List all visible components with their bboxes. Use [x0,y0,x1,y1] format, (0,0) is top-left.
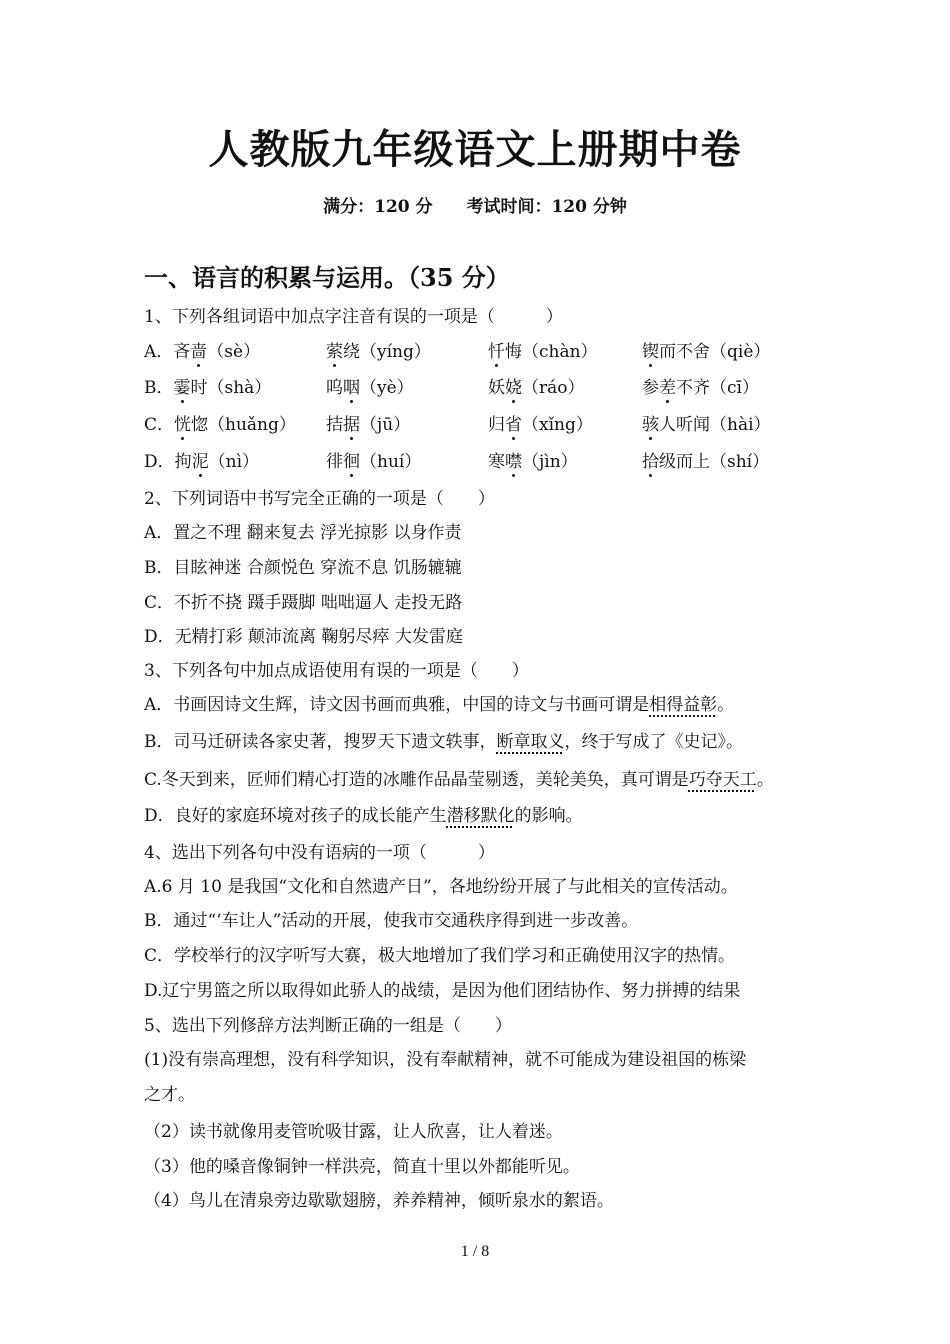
term-text: 寒 [488,452,505,472]
dotted-char: 省 [505,410,522,435]
question-2-option: D．无精打彩 颠沛流离 鞠躬尽瘁 大发雷庭 [144,627,463,647]
question-3-option [144,765,774,790]
question-4-option: B．通过“‘车让人”活动的开展，使我市交通秩序得到进一步改善。 [144,911,639,931]
term-text: 绕（yíng） [343,342,431,362]
option-term [326,373,414,398]
option-term [144,373,271,398]
option-term [488,337,598,362]
option-term [326,410,410,435]
dotted-idiom: 相得益彰 [649,695,718,715]
term-text: 参 [642,378,659,398]
option-label: B． [144,378,174,398]
option-term [488,373,585,398]
option-term [144,337,260,362]
term-text: 徘 [326,452,343,472]
dotted-char: 差 [659,373,676,398]
question-5-item: （4）鸟儿在清泉旁边歇歇翅膀，养养精神，倾听泉水的絮语。 [144,1191,614,1211]
term-text: 时（shà） [190,378,272,398]
dotted-char: 恍 [174,410,191,435]
term-text: 归 [488,415,505,435]
question-5-item: 之才。 [144,1085,195,1105]
page-number: 1 / 8 [460,1243,490,1260]
option-label: A． [144,342,174,362]
question-4-stem: 4、选出下列各句中没有语病的一项（ ） [144,843,495,863]
term-text: 人听闻（hài） [659,415,771,435]
term-text: （huí） [360,452,422,472]
dotted-char: 咽 [343,373,360,398]
dotted-char: 锲 [642,337,659,362]
section-heading: 一、语言的积累与运用。（35 分） [144,263,510,292]
question-3-option [144,801,583,826]
option-text: 的影响。 [514,806,583,826]
dotted-char: 萦 [326,337,343,362]
dotted-idiom: 潜移默化 [446,806,515,826]
question-3-stem: 3、下列各句中加点成语使用有误的一项是（ ） [144,661,529,681]
time-info: 考试时间：120 分钟 [466,197,627,217]
question-5-item: (1)没有崇高理想，没有科学知识，没有奉献精神，就不可能成为建设祖国的栋梁 [144,1050,747,1070]
option-term [144,410,296,435]
term-text: （xǐng） [522,415,593,435]
question-2-option: C．不折不挠 蹑手蹑脚 咄咄逼人 走投无路 [144,593,463,613]
dotted-char: 霎 [174,373,191,398]
dotted-char: 啬 [190,337,207,362]
term-text: 拮 [326,415,343,435]
option-term [326,447,421,472]
option-text: A．书画因诗文生辉，诗文因书画而典雅，中国的诗文与书画可谓是 [144,695,650,715]
option-term [642,447,769,472]
question-2-stem: 2、下列词语中书写完全正确的一项是（ ） [144,489,495,509]
term-text: （yè） [360,378,414,398]
score-info: 满分：120 分 [323,197,433,217]
option-term [642,337,770,362]
question-3-option [144,690,734,715]
term-text: （jìn） [522,452,578,472]
dotted-char: 噤 [505,447,522,472]
question-5-item: （3）他的嗓音像铜钟一样洪亮，简直十里以外都能听见。 [144,1157,580,1177]
term-text: 惚（huǎng） [191,415,296,435]
option-text: 。 [717,695,735,715]
term-text: 呜 [326,378,343,398]
term-text: 妖 [488,378,505,398]
option-text: ，终于写成了《史记》。 [564,732,743,752]
question-5-stem: 5、选出下列修辞方法判断正确的一组是（ ） [144,1016,512,1036]
dotted-char: 忏 [488,337,505,362]
question-3-option [144,727,743,752]
option-text: D．良好的家庭环境对孩子的成长能产生 [144,806,447,826]
question-2-option: B．目眩神迷 合颜悦色 穿流不息 饥肠辘辘 [144,558,462,578]
option-term [488,410,593,435]
dotted-idiom: 巧夺天工 [688,770,757,790]
term-text: 而不舍（qiè） [659,342,771,362]
question-4-option: C．学校举行的汉字听写大赛，极大地增加了我们学习和正确使用汉字的热情。 [144,946,736,966]
term-text: 拘 [174,452,192,472]
dotted-idiom: 断章取义 [496,732,565,752]
question-4-option: D.辽宁男篮之所以取得如此骄人的战绩，是因为他们团结协作、努力拼搏的结果 [144,981,741,1001]
option-text: 。 [756,770,774,790]
dotted-char: 泥 [192,447,209,472]
dotted-char: 拾 [642,447,659,472]
page-title: 人教版九年级语文上册期中卷 [208,126,742,173]
question-1-stem: 1、下列各组词语中加点字注音有误的一项是（ ） [144,307,563,327]
question-5-item: （2）读书就像用麦管吮吸甘露，让人欣喜，让人着迷。 [144,1122,563,1142]
dotted-char: 徊 [343,447,360,472]
option-label: D． [144,452,175,472]
question-2-option: A．置之不理 翻来复去 浮光掠影 以身作责 [144,523,462,543]
question-4-option: A.6 月 10 是我国“文化和自然遗产日”，各地纷纷开展了与此相关的宣传活动。 [144,877,738,897]
option-term [488,447,578,472]
option-text: B．司马迁研读各家史著，搜罗天下遗文轶事， [144,732,497,752]
option-term [642,410,771,435]
option-label: C． [144,415,175,435]
term-text: 吝 [173,342,191,362]
term-text: （jū） [360,415,411,435]
term-text: 悔（chàn） [505,342,598,362]
term-text: （ráo） [522,378,585,398]
option-term [144,447,259,472]
term-text: 不齐（cī） [676,378,759,398]
option-term [642,373,759,398]
exam-meta [0,192,950,217]
term-text: （sè） [207,342,261,362]
term-text: （nì） [208,452,260,472]
dotted-char: 娆 [505,373,522,398]
dotted-char: 骇 [642,410,659,435]
dotted-char: 据 [343,410,360,435]
option-text: C.冬天到来，匠师们精心打造的冰雕作品晶莹剔透，美轮美奂，真可谓是 [144,770,689,790]
term-text: 级而上（shí） [659,452,770,472]
option-term [326,337,431,362]
